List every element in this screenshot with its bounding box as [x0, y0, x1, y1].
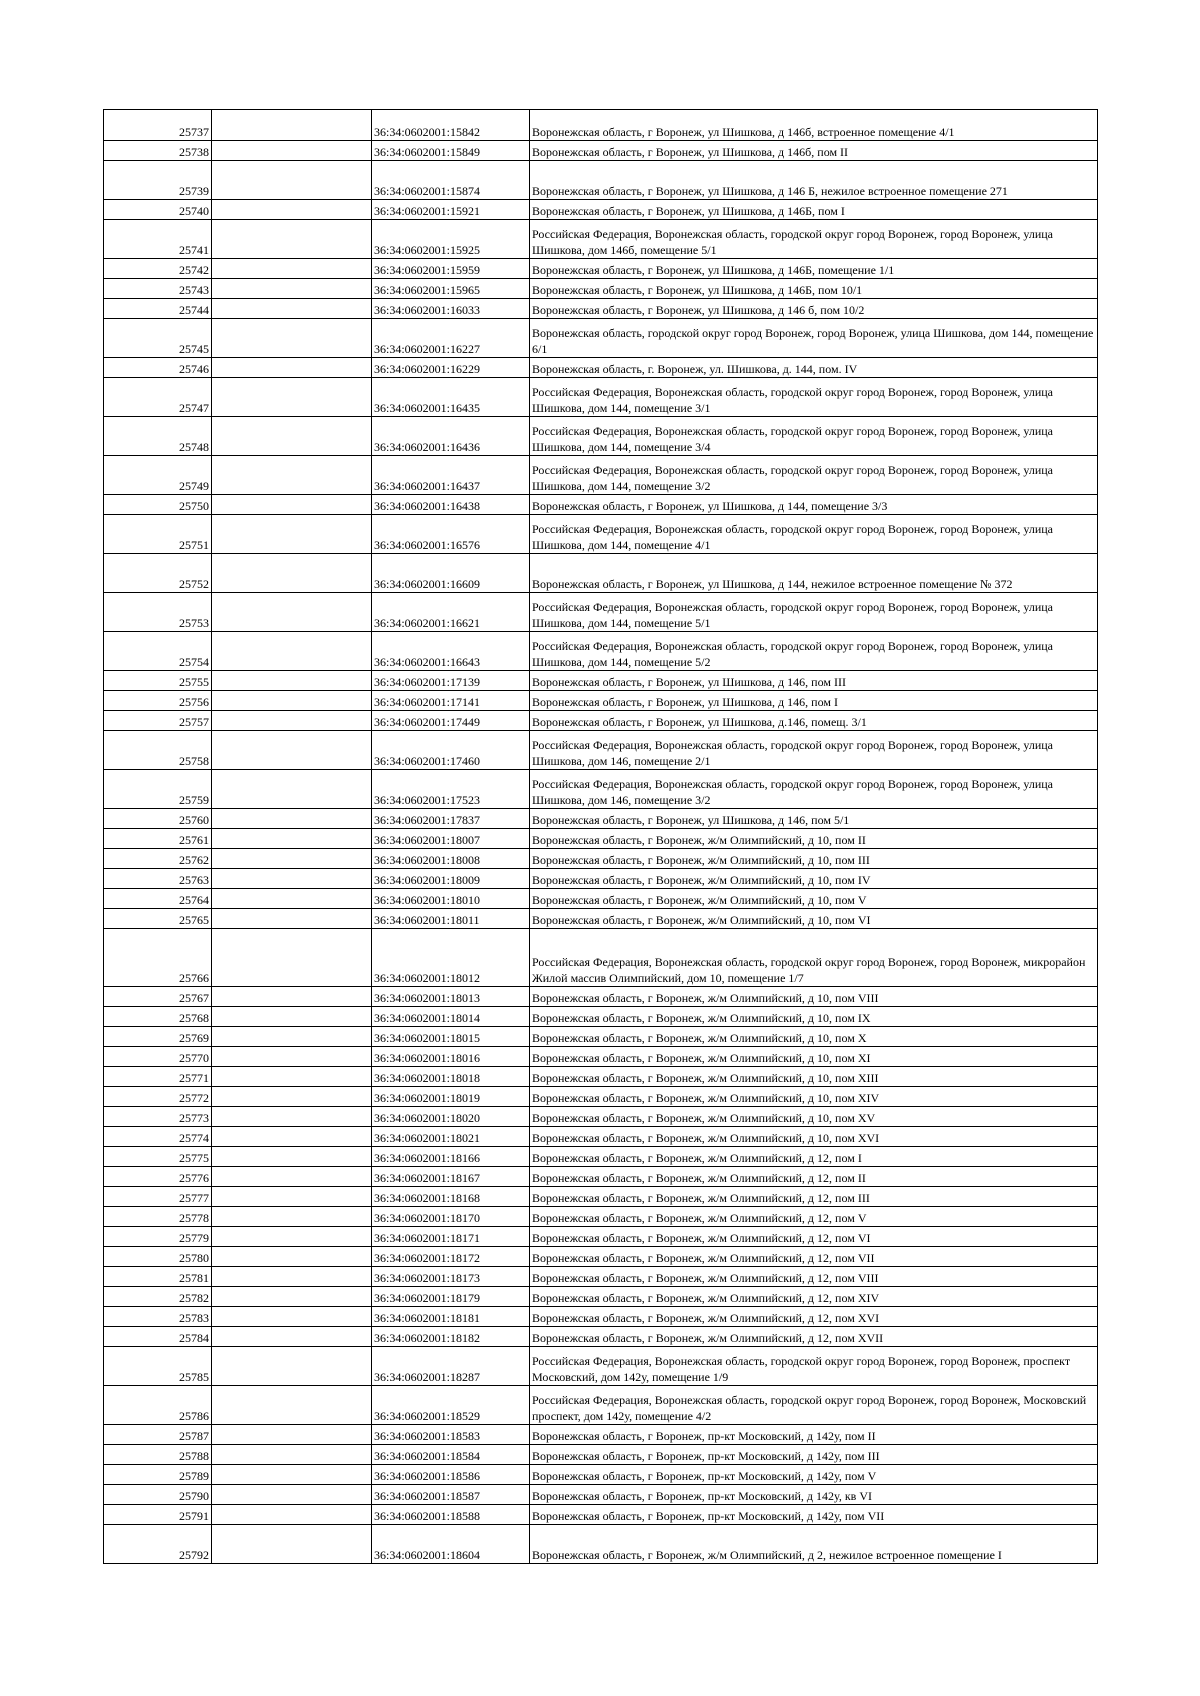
- cadastral-number-cell: 36:34:0602001:16033: [372, 299, 530, 319]
- cadastral-number-cell: 36:34:0602001:18182: [372, 1327, 530, 1347]
- cadastral-number-cell: 36:34:0602001:16576: [372, 515, 530, 554]
- empty-cell: [212, 1107, 372, 1127]
- table-body: [104, 110, 1098, 1564]
- empty-cell: [212, 1465, 372, 1485]
- table-row: [104, 829, 1098, 849]
- table-row: [104, 1505, 1098, 1525]
- empty-cell: [212, 1207, 372, 1227]
- cadastral-number-cell: 36:34:0602001:18014: [372, 1007, 530, 1027]
- table-row: [104, 632, 1098, 671]
- row-number-cell: 25741: [104, 220, 212, 259]
- empty-cell: [212, 358, 372, 378]
- empty-cell: [212, 691, 372, 711]
- address-cell: Российская Федерация, Воронежская область, городской округ город Воронеж, город Воронеж, улица Шишкова, дом 144, помещение 5/2: [530, 632, 1098, 671]
- empty-cell: [212, 869, 372, 889]
- row-number-cell: 25767: [104, 987, 212, 1007]
- cadastral-number-cell: 36:34:0602001:17449: [372, 711, 530, 731]
- address-cell: Воронежская область, г Воронеж, ул Шишкова, д 146, пом III: [530, 671, 1098, 691]
- table-row: [104, 691, 1098, 711]
- address-cell: Воронежская область, г Воронеж, ж/м Олимпийский, д 10, пом XIV: [530, 1087, 1098, 1107]
- row-number-cell: 25757: [104, 711, 212, 731]
- row-number-cell: 25777: [104, 1187, 212, 1207]
- row-number-cell: 25754: [104, 632, 212, 671]
- cadastral-number-cell: 36:34:0602001:16621: [372, 593, 530, 632]
- empty-cell: [212, 1525, 372, 1564]
- table-row: [104, 417, 1098, 456]
- empty-cell: [212, 319, 372, 358]
- cadastral-number-cell: 36:34:0602001:17460: [372, 731, 530, 770]
- address-cell: Воронежская область, г Воронеж, ул Шишкова, д 146Б, пом I: [530, 200, 1098, 220]
- cadastral-number-cell: 36:34:0602001:16227: [372, 319, 530, 358]
- row-number-cell: 25791: [104, 1505, 212, 1525]
- table-row: [104, 1067, 1098, 1087]
- table-row: [104, 671, 1098, 691]
- address-cell: Воронежская область, г Воронеж, ж/м Олимпийский, д 10, пом VI: [530, 909, 1098, 929]
- row-number-cell: 25772: [104, 1087, 212, 1107]
- table-row: [104, 1386, 1098, 1425]
- cadastral-number-cell: 36:34:0602001:18016: [372, 1047, 530, 1067]
- empty-cell: [212, 1147, 372, 1167]
- cadastral-number-cell: 36:34:0602001:15874: [372, 161, 530, 200]
- cadastral-number-cell: 36:34:0602001:18171: [372, 1227, 530, 1247]
- address-cell: Воронежская область, г Воронеж, ул Шишкова, д 144, нежилое встроенное помещение № 372: [530, 554, 1098, 593]
- row-number-cell: 25763: [104, 869, 212, 889]
- row-number-cell: 25787: [104, 1425, 212, 1445]
- address-cell: Российская Федерация, Воронежская область, городской округ город Воронеж, город Воронеж, проспект Московский, дом 142у, помещение 1/9: [530, 1347, 1098, 1386]
- empty-cell: [212, 889, 372, 909]
- cadastral-number-cell: 36:34:0602001:18584: [372, 1445, 530, 1465]
- cadastral-number-cell: 36:34:0602001:16438: [372, 495, 530, 515]
- row-number-cell: 25761: [104, 829, 212, 849]
- row-number-cell: 25764: [104, 889, 212, 909]
- row-number-cell: 25765: [104, 909, 212, 929]
- table-row: [104, 1267, 1098, 1287]
- cadastral-number-cell: 36:34:0602001:17837: [372, 809, 530, 829]
- address-cell: Воронежская область, городской округ город Воронеж, город Воронеж, улица Шишкова, дом 144, помещение 6/1: [530, 319, 1098, 358]
- table-row: [104, 1485, 1098, 1505]
- table-row: [104, 731, 1098, 770]
- empty-cell: [212, 1287, 372, 1307]
- row-number-cell: 25739: [104, 161, 212, 200]
- row-number-cell: 25737: [104, 110, 212, 141]
- table-row: [104, 711, 1098, 731]
- table-row: [104, 279, 1098, 299]
- table-row: [104, 299, 1098, 319]
- address-cell: Российская Федерация, Воронежская область, городской округ город Воронеж, город Воронеж, улица Шишкова, дом 144, помещение 5/1: [530, 593, 1098, 632]
- address-cell: Воронежская область, г Воронеж, ж/м Олимпийский, д 12, пом VIII: [530, 1267, 1098, 1287]
- row-number-cell: 25760: [104, 809, 212, 829]
- cadastral-number-cell: 36:34:0602001:18583: [372, 1425, 530, 1445]
- address-cell: Воронежская область, г Воронеж, ул Шишкова, д 146 б, пом 10/2: [530, 299, 1098, 319]
- cadastral-number-cell: 36:34:0602001:18015: [372, 1027, 530, 1047]
- table-row: [104, 220, 1098, 259]
- address-cell: Воронежская область, г Воронеж, пр-кт Московский, д 142у, кв VI: [530, 1485, 1098, 1505]
- row-number-cell: 25789: [104, 1465, 212, 1485]
- cadastral-number-cell: 36:34:0602001:18013: [372, 987, 530, 1007]
- cadastral-number-cell: 36:34:0602001:17141: [372, 691, 530, 711]
- row-number-cell: 25778: [104, 1207, 212, 1227]
- address-cell: Российская Федерация, Воронежская область, городской округ город Воронеж, город Воронеж, улица Шишкова, дом 144, помещение 3/4: [530, 417, 1098, 456]
- cadastral-number-cell: 36:34:0602001:15849: [372, 141, 530, 161]
- cadastral-number-cell: 36:34:0602001:15965: [372, 279, 530, 299]
- address-cell: Воронежская область, г Воронеж, ж/м Олимпийский, д 12, пом V: [530, 1207, 1098, 1227]
- table-row: [104, 987, 1098, 1007]
- cadastral-number-cell: 36:34:0602001:16229: [372, 358, 530, 378]
- row-number-cell: 25790: [104, 1485, 212, 1505]
- cadastral-number-cell: 36:34:0602001:18181: [372, 1307, 530, 1327]
- table-row: [104, 1167, 1098, 1187]
- row-number-cell: 25788: [104, 1445, 212, 1465]
- row-number-cell: 25750: [104, 495, 212, 515]
- empty-cell: [212, 417, 372, 456]
- cadastral-number-cell: 36:34:0602001:18587: [372, 1485, 530, 1505]
- table-row: [104, 593, 1098, 632]
- row-number-cell: 25771: [104, 1067, 212, 1087]
- cadastral-number-cell: 36:34:0602001:16643: [372, 632, 530, 671]
- table-row: [104, 869, 1098, 889]
- row-number-cell: 25740: [104, 200, 212, 220]
- empty-cell: [212, 456, 372, 495]
- empty-cell: [212, 731, 372, 770]
- cadastral-number-cell: 36:34:0602001:16436: [372, 417, 530, 456]
- cadastral-number-cell: 36:34:0602001:16609: [372, 554, 530, 593]
- address-cell: Воронежская область, г Воронеж, ж/м Олимпийский, д 12, пом XVI: [530, 1307, 1098, 1327]
- address-cell: Воронежская область, г Воронеж, ж/м Олимпийский, д 10, пом XVI: [530, 1127, 1098, 1147]
- table-row: [104, 554, 1098, 593]
- row-number-cell: 25762: [104, 849, 212, 869]
- cadastral-number-cell: 36:34:0602001:18007: [372, 829, 530, 849]
- table-row: [104, 770, 1098, 809]
- table-row: [104, 515, 1098, 554]
- address-cell: Российская Федерация, Воронежская область, городской округ город Воронеж, город Воронеж, микрорайон Жилой массив Олимпийский, дом 10, помещение 1/7: [530, 929, 1098, 987]
- row-number-cell: 25749: [104, 456, 212, 495]
- address-cell: Воронежская область, г Воронеж, ул Шишкова, д 146Б, помещение 1/1: [530, 259, 1098, 279]
- address-cell: Воронежская область, г Воронеж, пр-кт Московский, д 142у, пом VII: [530, 1505, 1098, 1525]
- row-number-cell: 25752: [104, 554, 212, 593]
- empty-cell: [212, 1167, 372, 1187]
- cadastral-number-cell: 36:34:0602001:18008: [372, 849, 530, 869]
- cadastral-number-cell: 36:34:0602001:15925: [372, 220, 530, 259]
- table-row: [104, 259, 1098, 279]
- empty-cell: [212, 1087, 372, 1107]
- address-cell: Российская Федерация, Воронежская область, городской округ город Воронеж, город Воронеж, улица Шишкова, дом 144, помещение 4/1: [530, 515, 1098, 554]
- cadastral-number-cell: 36:34:0602001:18166: [372, 1147, 530, 1167]
- cadastral-number-cell: 36:34:0602001:16435: [372, 378, 530, 417]
- row-number-cell: 25783: [104, 1307, 212, 1327]
- empty-cell: [212, 1027, 372, 1047]
- empty-cell: [212, 1425, 372, 1445]
- address-cell: Воронежская область, г Воронеж, ж/м Олимпийский, д 10, пом XV: [530, 1107, 1098, 1127]
- empty-cell: [212, 909, 372, 929]
- table-row: [104, 1425, 1098, 1445]
- cadastral-number-cell: 36:34:0602001:18170: [372, 1207, 530, 1227]
- address-cell: Воронежская область, г Воронеж, пр-кт Московский, д 142у, пом III: [530, 1445, 1098, 1465]
- cadastral-number-cell: 36:34:0602001:18167: [372, 1167, 530, 1187]
- address-cell: Воронежская область, г Воронеж, ж/м Олимпийский, д 10, пом V: [530, 889, 1098, 909]
- cadastral-number-cell: 36:34:0602001:16437: [372, 456, 530, 495]
- empty-cell: [212, 1227, 372, 1247]
- cadastral-number-cell: 36:34:0602001:17139: [372, 671, 530, 691]
- address-cell: Воронежская область, г Воронеж, ул Шишкова, д 146, пом I: [530, 691, 1098, 711]
- table-row: [104, 1127, 1098, 1147]
- cadastral-number-cell: 36:34:0602001:18012: [372, 929, 530, 987]
- property-table: [103, 109, 1098, 1564]
- address-cell: Воронежская область, г Воронеж, ул Шишкова, д 146Б, пом 10/1: [530, 279, 1098, 299]
- empty-cell: [212, 279, 372, 299]
- empty-cell: [212, 1347, 372, 1386]
- cadastral-number-cell: 36:34:0602001:18019: [372, 1087, 530, 1107]
- table-row: [104, 495, 1098, 515]
- row-number-cell: 25780: [104, 1247, 212, 1267]
- cadastral-number-cell: 36:34:0602001:15959: [372, 259, 530, 279]
- empty-cell: [212, 1505, 372, 1525]
- row-number-cell: 25756: [104, 691, 212, 711]
- row-number-cell: 25766: [104, 929, 212, 987]
- table-row: [104, 1107, 1098, 1127]
- table-row: [104, 909, 1098, 929]
- address-cell: Российская Федерация, Воронежская область, городской округ город Воронеж, город Воронеж, улица Шишкова, дом 144, помещение 3/2: [530, 456, 1098, 495]
- address-cell: Российская Федерация, Воронежская область, городской округ город Воронеж, город Воронеж, улица Шишкова, дом 146б, помещение 5/1: [530, 220, 1098, 259]
- table-row: [104, 200, 1098, 220]
- table-row: [104, 110, 1098, 141]
- empty-cell: [212, 1327, 372, 1347]
- cadastral-number-cell: 36:34:0602001:15842: [372, 110, 530, 141]
- table-row: [104, 1227, 1098, 1247]
- row-number-cell: 25758: [104, 731, 212, 770]
- table-row: [104, 1027, 1098, 1047]
- empty-cell: [212, 161, 372, 200]
- table-row: [104, 141, 1098, 161]
- row-number-cell: 25768: [104, 1007, 212, 1027]
- empty-cell: [212, 1485, 372, 1505]
- table-row: [104, 161, 1098, 200]
- table-row: [104, 1525, 1098, 1564]
- cadastral-number-cell: 36:34:0602001:18020: [372, 1107, 530, 1127]
- cadastral-number-cell: 36:34:0602001:18588: [372, 1505, 530, 1525]
- address-cell: Воронежская область, г Воронеж, ж/м Олимпийский, д 10, пом II: [530, 829, 1098, 849]
- table-row: [104, 1445, 1098, 1465]
- empty-cell: [212, 1267, 372, 1287]
- empty-cell: [212, 1127, 372, 1147]
- address-cell: Воронежская область, г Воронеж, пр-кт Московский, д 142у, пом V: [530, 1465, 1098, 1485]
- row-number-cell: 25755: [104, 671, 212, 691]
- empty-cell: [212, 220, 372, 259]
- row-number-cell: 25774: [104, 1127, 212, 1147]
- address-cell: Воронежская область, г Воронеж, пр-кт Московский, д 142у, пом II: [530, 1425, 1098, 1445]
- table-row: [104, 1247, 1098, 1267]
- address-cell: Воронежская область, г Воронеж, ж/м Олимпийский, д 10, пом X: [530, 1027, 1098, 1047]
- empty-cell: [212, 259, 372, 279]
- address-cell: Воронежская область, г Воронеж, ж/м Олимпийский, д 12, пом XIV: [530, 1287, 1098, 1307]
- address-cell: Воронежская область, г Воронеж, ж/м Олимпийский, д 10, пом IV: [530, 869, 1098, 889]
- row-number-cell: 25784: [104, 1327, 212, 1347]
- row-number-cell: 25785: [104, 1347, 212, 1386]
- cadastral-number-cell: 36:34:0602001:17523: [372, 770, 530, 809]
- table-row: [104, 1047, 1098, 1067]
- empty-cell: [212, 299, 372, 319]
- empty-cell: [212, 1386, 372, 1425]
- address-cell: Воронежская область, г Воронеж, ул Шишкова, д 146б, встроенное помещение 4/1: [530, 110, 1098, 141]
- address-cell: Воронежская область, г Воронеж, ул Шишкова, д 146 Б, нежилое встроенное помещение 271: [530, 161, 1098, 200]
- address-cell: Воронежская область, г Воронеж, ж/м Олимпийский, д 12, пом I: [530, 1147, 1098, 1167]
- address-cell: Российская Федерация, Воронежская область, городской округ город Воронеж, город Воронеж, улица Шишкова, дом 144, помещение 3/1: [530, 378, 1098, 417]
- address-cell: Воронежская область, г Воронеж, ж/м Олимпийский, д 12, пом VII: [530, 1247, 1098, 1267]
- table-row: [104, 319, 1098, 358]
- cadastral-number-cell: 36:34:0602001:18021: [372, 1127, 530, 1147]
- table-row: [104, 358, 1098, 378]
- table-row: [104, 1287, 1098, 1307]
- row-number-cell: 25745: [104, 319, 212, 358]
- address-cell: Воронежская область, г Воронеж, ул Шишкова, д 146б, пом II: [530, 141, 1098, 161]
- empty-cell: [212, 1007, 372, 1027]
- row-number-cell: 25782: [104, 1287, 212, 1307]
- row-number-cell: 25751: [104, 515, 212, 554]
- table-row: [104, 1347, 1098, 1386]
- table-row: [104, 1087, 1098, 1107]
- address-cell: Воронежская область, г Воронеж, ж/м Олимпийский, д 10, пом IX: [530, 1007, 1098, 1027]
- cadastral-number-cell: 36:34:0602001:18172: [372, 1247, 530, 1267]
- empty-cell: [212, 141, 372, 161]
- cadastral-number-cell: 36:34:0602001:18287: [372, 1347, 530, 1386]
- row-number-cell: 25786: [104, 1386, 212, 1425]
- address-cell: Воронежская область, г Воронеж, ул Шишкова, д 144, помещение 3/3: [530, 495, 1098, 515]
- address-cell: Воронежская область, г Воронеж, ж/м Олимпийский, д 12, пом VI: [530, 1227, 1098, 1247]
- row-number-cell: 25770: [104, 1047, 212, 1067]
- empty-cell: [212, 987, 372, 1007]
- address-cell: Российская Федерация, Воронежская область, городской округ город Воронеж, город Воронеж, улица Шишкова, дом 146, помещение 2/1: [530, 731, 1098, 770]
- cadastral-number-cell: 36:34:0602001:18010: [372, 889, 530, 909]
- empty-cell: [212, 809, 372, 829]
- empty-cell: [212, 1067, 372, 1087]
- empty-cell: [212, 1445, 372, 1465]
- cadastral-number-cell: 36:34:0602001:18168: [372, 1187, 530, 1207]
- row-number-cell: 25748: [104, 417, 212, 456]
- address-cell: Воронежская область, г Воронеж, ж/м Олимпийский, д 2, нежилое встроенное помещение I: [530, 1525, 1098, 1564]
- cadastral-number-cell: 36:34:0602001:18018: [372, 1067, 530, 1087]
- table-row: [104, 1187, 1098, 1207]
- row-number-cell: 25779: [104, 1227, 212, 1247]
- empty-cell: [212, 110, 372, 141]
- table-row: [104, 929, 1098, 987]
- table-row: [104, 1327, 1098, 1347]
- empty-cell: [212, 711, 372, 731]
- cadastral-number-cell: 36:34:0602001:18009: [372, 869, 530, 889]
- row-number-cell: 25746: [104, 358, 212, 378]
- row-number-cell: 25747: [104, 378, 212, 417]
- address-cell: Воронежская область, г Воронеж, ж/м Олимпийский, д 12, пом II: [530, 1167, 1098, 1187]
- empty-cell: [212, 554, 372, 593]
- row-number-cell: 25744: [104, 299, 212, 319]
- row-number-cell: 25773: [104, 1107, 212, 1127]
- address-cell: Воронежская область, г Воронеж, ул Шишкова, д 146, пом 5/1: [530, 809, 1098, 829]
- empty-cell: [212, 671, 372, 691]
- table-row: [104, 456, 1098, 495]
- address-cell: Воронежская область, г Воронеж, ул Шишкова, д.146, помещ. 3/1: [530, 711, 1098, 731]
- row-number-cell: 25742: [104, 259, 212, 279]
- address-cell: Воронежская область, г Воронеж, ж/м Олимпийский, д 10, пом XIII: [530, 1067, 1098, 1087]
- cadastral-number-cell: 36:34:0602001:18179: [372, 1287, 530, 1307]
- cadastral-number-cell: 36:34:0602001:18586: [372, 1465, 530, 1485]
- table-row: [104, 1147, 1098, 1167]
- address-cell: Воронежская область, г Воронеж, ж/м Олимпийский, д 10, пом XI: [530, 1047, 1098, 1067]
- row-number-cell: 25769: [104, 1027, 212, 1047]
- row-number-cell: 25753: [104, 593, 212, 632]
- address-cell: Воронежская область, г. Воронеж, ул. Шишкова, д. 144, пом. IV: [530, 358, 1098, 378]
- empty-cell: [212, 849, 372, 869]
- table-row: [104, 849, 1098, 869]
- address-cell: Воронежская область, г Воронеж, ж/м Олимпийский, д 10, пом III: [530, 849, 1098, 869]
- table-row: [104, 889, 1098, 909]
- row-number-cell: 25781: [104, 1267, 212, 1287]
- address-cell: Воронежская область, г Воронеж, ж/м Олимпийский, д 10, пом VIII: [530, 987, 1098, 1007]
- table-row: [104, 378, 1098, 417]
- cadastral-number-cell: 36:34:0602001:18011: [372, 909, 530, 929]
- empty-cell: [212, 378, 372, 417]
- empty-cell: [212, 632, 372, 671]
- row-number-cell: 25775: [104, 1147, 212, 1167]
- table-row: [104, 1007, 1098, 1027]
- cadastral-number-cell: 36:34:0602001:15921: [372, 200, 530, 220]
- address-cell: Российская Федерация, Воронежская область, городской округ город Воронеж, город Воронеж, Московский проспект, дом 142у, помещение 4/2: [530, 1386, 1098, 1425]
- cadastral-number-cell: 36:34:0602001:18604: [372, 1525, 530, 1564]
- table-row: [104, 1307, 1098, 1327]
- empty-cell: [212, 929, 372, 987]
- empty-cell: [212, 1047, 372, 1067]
- empty-cell: [212, 200, 372, 220]
- empty-cell: [212, 515, 372, 554]
- table-row: [104, 1207, 1098, 1227]
- row-number-cell: 25776: [104, 1167, 212, 1187]
- row-number-cell: 25738: [104, 141, 212, 161]
- row-number-cell: 25743: [104, 279, 212, 299]
- cadastral-number-cell: 36:34:0602001:18173: [372, 1267, 530, 1287]
- row-number-cell: 25792: [104, 1525, 212, 1564]
- empty-cell: [212, 1247, 372, 1267]
- empty-cell: [212, 495, 372, 515]
- address-cell: Российская Федерация, Воронежская область, городской округ город Воронеж, город Воронеж, улица Шишкова, дом 146, помещение 3/2: [530, 770, 1098, 809]
- address-cell: Воронежская область, г Воронеж, ж/м Олимпийский, д 12, пом III: [530, 1187, 1098, 1207]
- empty-cell: [212, 829, 372, 849]
- empty-cell: [212, 1187, 372, 1207]
- row-number-cell: 25759: [104, 770, 212, 809]
- table-row: [104, 809, 1098, 829]
- empty-cell: [212, 593, 372, 632]
- table-row: [104, 1465, 1098, 1485]
- empty-cell: [212, 1307, 372, 1327]
- address-cell: Воронежская область, г Воронеж, ж/м Олимпийский, д 12, пом XVII: [530, 1327, 1098, 1347]
- cadastral-number-cell: 36:34:0602001:18529: [372, 1386, 530, 1425]
- empty-cell: [212, 770, 372, 809]
